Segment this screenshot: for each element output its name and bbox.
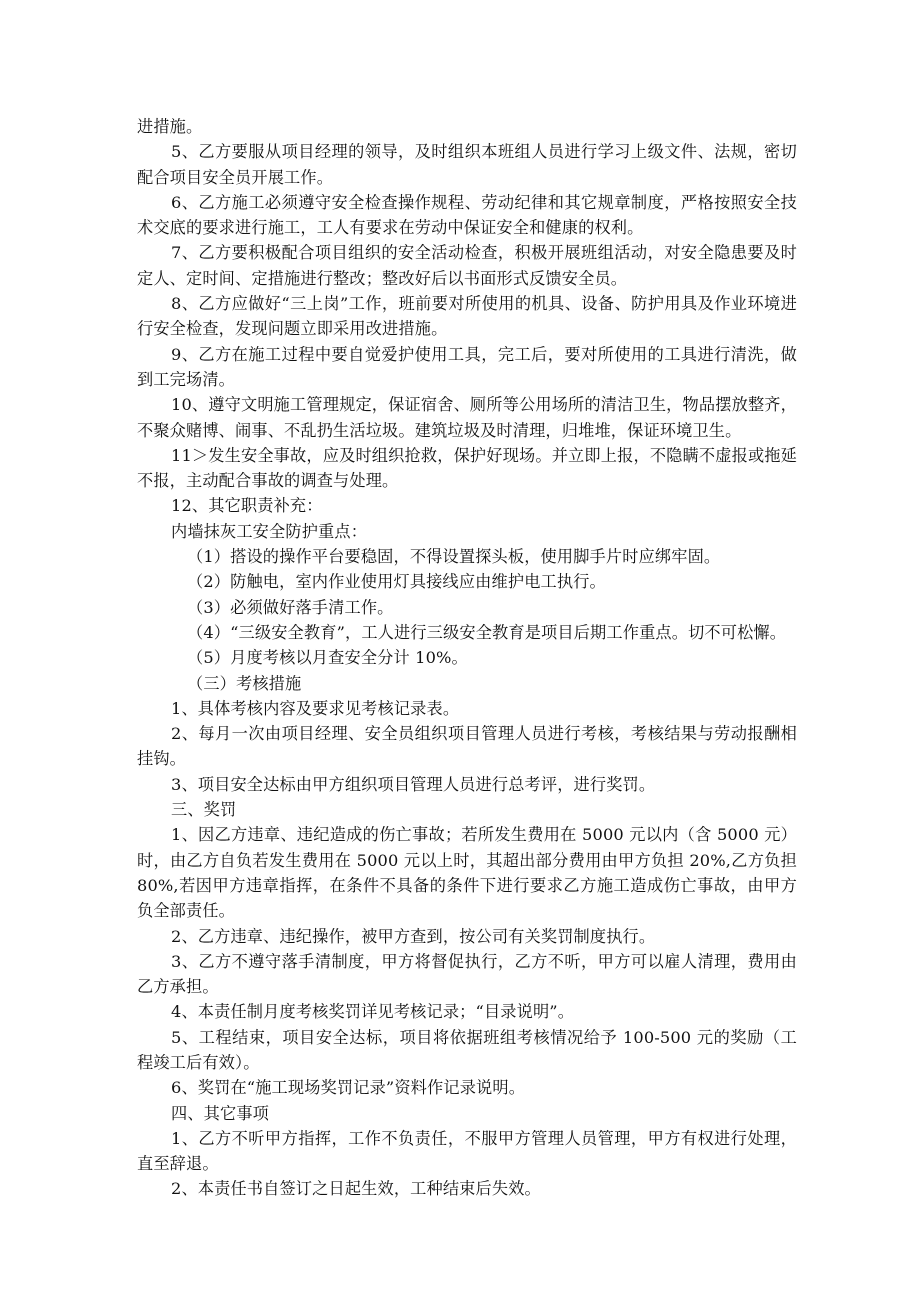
paragraph-item-12: 12、其它职责补充：	[171, 496, 323, 516]
safety-point-4: （4）“三级安全教育”，工人进行三级安全教育是项目后期工作重点。切不可松懈。	[187, 622, 787, 642]
assessment-item-1: 1、具体考核内容及要求见考核记录表。	[171, 698, 460, 718]
paragraph-continuation: 进措施。	[137, 117, 203, 136]
paragraph-item-7: 7、乙方要积极配合项目组织的安全活动检查，积极开展班组活动，对安全隐患要及时定人、定时间、定措施进行整改；整改好后以书面形式反馈安全员。	[137, 243, 797, 288]
section-heading-assessment: （三）考核措施	[187, 673, 302, 693]
reward-item-4: 4、本责任制月度考核奖罚详见考核记录；“目录说明”。	[171, 1002, 575, 1022]
reward-item-1: 1、因乙方违章、违纪造成的伤亡事故；若所发生费用在 5000 元以内（含 5000 元）时，由乙方自负若发生费用在 5000 元以上时，其超出部分费用由甲方负担 20%,乙方负担 80%,若因甲方违章指挥，在条件不具备的条件下进行要求乙方施工造成伤亡事故，由甲方负全部责任。	[137, 825, 797, 921]
paragraph-item-6: 6、乙方施工必须遵守安全检查操作规程、劳动纪律和其它规章制度，严格按照安全技术交底的要求进行施工，工人有要求在劳动中保证安全和健康的权利。	[137, 192, 797, 238]
paragraph-item-9: 9、乙方在施工过程中要自觉爱护使用工具，完工后，要对所使用的工具进行清洗，做到工完场清。	[137, 344, 797, 389]
other-item-2: 2、本责任书自签订之日起生效，工种结束后失效。	[171, 1179, 541, 1199]
reward-item-2: 2、乙方违章、违纪操作，被甲方查到，按公司有关奖罚制度执行。	[171, 926, 656, 946]
reward-item-5: 5、工程结束，项目安全达标，项目将依据班组考核情况给予 100-500 元的奖励（工程竣工后有效）。	[137, 1027, 797, 1072]
document-body	[137, 114, 797, 1202]
paragraph-item-11: 11＞发生安全事故，应及时组织抢救，保护好现场。并立即上报，不隐瞒不虚报或拖延不报，主动配合事故的调查与处理。	[137, 445, 797, 491]
other-item-1: 1、乙方不听甲方指挥，工作不负责任，不服甲方管理人员管理，甲方有权进行处理，直至辞退。	[137, 1128, 797, 1174]
paragraph-item-10: 10、遵守文明施工管理规定，保证宿舍、厕所等公用场所的清洁卫生，物品摆放整齐，不聚众赌博、闹事、不乱扔生活垃圾。建筑垃圾及时清理，归堆堆，保证环境卫生。	[137, 395, 797, 440]
safety-point-3: （3）必须做好落手清工作。	[187, 597, 394, 617]
paragraph-item-5: 5、乙方要服从项目经理的领导，及时组织本班组人员进行学习上级文件、法规，密切配合项目安全员开展工作。	[137, 142, 797, 187]
section-heading-other: 四、其它事项	[171, 1103, 270, 1123]
reward-item-6: 6、奖罚在“施工现场奖罚记录”资料作记录说明。	[171, 1078, 526, 1098]
assessment-item-3: 3、项目安全达标由甲方组织项目管理人员进行总考评，进行奖罚。	[171, 774, 656, 794]
subheading-plastering-safety: 内墙抹灰工安全防护重点：	[171, 521, 368, 541]
assessment-item-2: 2、每月一次由项目经理、安全员组织项目管理人员进行考核，考核结果与劳动报酬相挂钩。	[137, 724, 797, 769]
safety-point-1: （1）搭设的操作平台要稳固，不得设置探头板，使用脚手片时应绑牢固。	[187, 547, 721, 567]
reward-item-3: 3、乙方不遵守落手清制度，甲方将督促执行，乙方不听，甲方可以雇人清理，费用由乙方承担。	[137, 951, 797, 997]
safety-point-2: （2）防触电，室内作业使用灯具接线应由维护电工执行。	[187, 572, 606, 592]
safety-point-5: （5）月度考核以月查安全分计 10%。	[187, 648, 468, 668]
section-heading-rewards: 三、奖罚	[171, 800, 237, 820]
paragraph-item-8: 8、乙方应做好“三上岗”工作，班前要对所使用的机具、设备、防护用具及作业环境进行安全检查，发现问题立即采用改进措施。	[137, 294, 797, 339]
